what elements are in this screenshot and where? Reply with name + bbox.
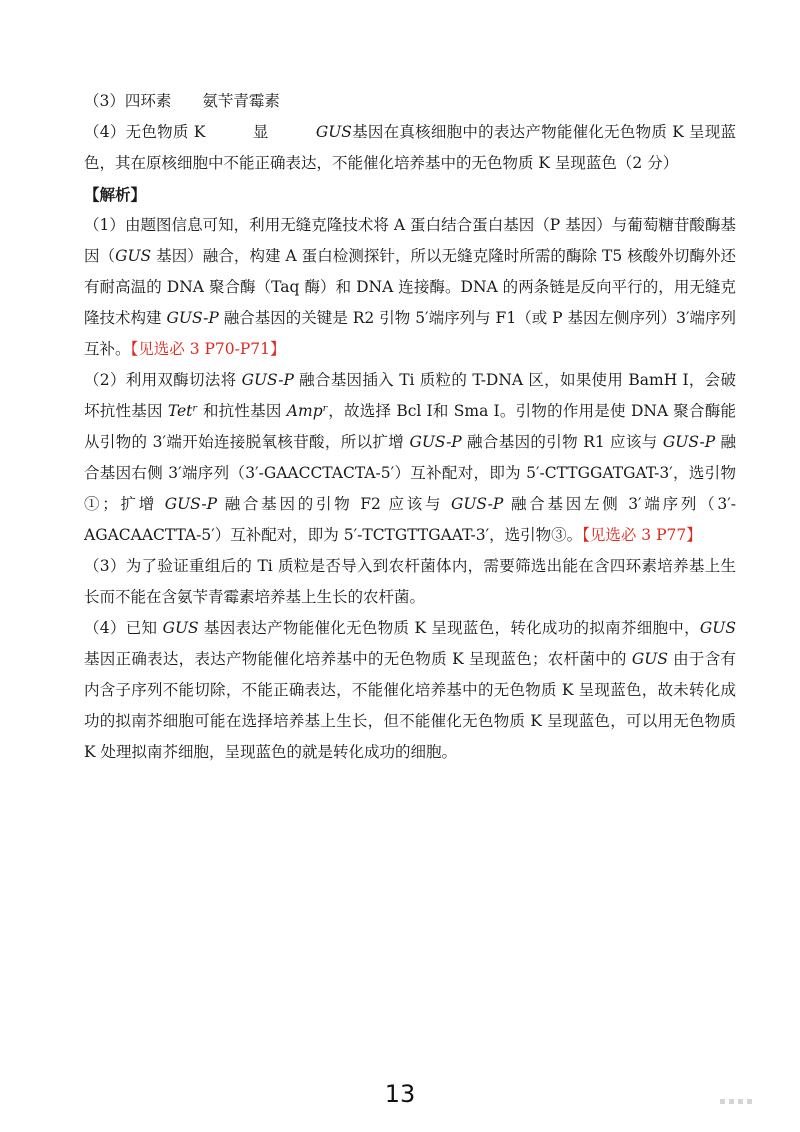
gene-gus-p: GUS-P <box>166 309 219 327</box>
gene-amp-r: Ampʳ <box>286 402 328 420</box>
text-run: 融合基因的引物 F2 应该与 <box>217 495 451 513</box>
page-number: 13 <box>384 1080 416 1108</box>
corner-watermark-icon <box>720 1096 760 1106</box>
gene-gus: GUS <box>315 123 352 141</box>
text-run: 融合基因的关键是 R2 引物 5′端序列与 F1（或 P 基因左侧序列）3′端序列互补。 <box>84 309 736 358</box>
text-run: 基因正确表达，表达产物能催化培养基中的无色物质 K 呈现蓝色；农杆菌中的 <box>84 650 632 668</box>
gene-gus-p: GUS-P <box>409 433 462 451</box>
gene-gus-p: GUS-P <box>450 495 504 513</box>
text-run: ，故选择 Bcl Ⅰ和 Sma Ⅰ。引物的作用是使 DNA 聚合酶能从引物的 3′端开始连接脱氧核苷酸，所以扩增 <box>84 402 736 451</box>
text-run: 融合基因右侧 3′端序列（3′-GAACCTACTA-5′）互补配对，即为 5′-CTTGGATGAT-3′，选引物①；扩增 <box>84 433 736 513</box>
gene-gus: GUS <box>162 619 199 637</box>
answer-4-lead: （4）无色物质 K 显 <box>84 123 316 141</box>
gene-tet-r: Tetʳ <box>167 402 198 420</box>
text-run: 融合基因的引物 R1 应该与 <box>461 433 663 451</box>
answer-3-text: （3）四环素 氨苄青霉素 <box>84 92 280 110</box>
text-run: 由于含有内含子序列不能切除，不能正确表达，不能催化培养基中的无色物质 K 呈现蓝色，故未转化成功的拟南芥细胞可能在选择培养基上生长，但不能催化无色物质 K 呈现蓝色，可以用无色物质 K 处理拟南芥细胞，呈现蓝色的就是转化成功的细胞。 <box>84 650 736 761</box>
text-run: 融合基因左侧 3′端序列（3′-AGACAACTTA-5′）互补配对，即为 5′-TCTGTTGAAT-3′，选引物③。 <box>84 495 736 544</box>
gene-gus: GUS <box>115 247 152 265</box>
gene-gus-p: GUS-P <box>164 495 218 513</box>
gene-gus: GUS <box>699 619 736 637</box>
answer-4 <box>84 117 736 179</box>
text-run: （1）由题图信息可知，利用无缝克隆技术将 A 蛋白结合蛋白基因（P 基因）与葡萄糖苷酸酶基因（ <box>84 216 736 265</box>
analysis-part-3: （3）为了验证重组后的 Ti 质粒是否导入到农杆菌体内，需要筛选出能在含四环素培养基上生长而不能在含氨苄青霉素培养基上生长的农杆菌。 <box>84 557 736 606</box>
answer-4-text: 基因在真核细胞中的表达产物能催化无色物质 K 呈现蓝色，其在原核细胞中不能正确表达，不能催化培养基中的无色物质 K 呈现蓝色（2 分） <box>84 123 737 172</box>
gene-gus-p: GUS-P <box>662 433 716 451</box>
analysis-heading: 【解析】 <box>84 185 147 204</box>
analysis-part-2 <box>84 365 736 551</box>
analysis-part-4 <box>84 613 736 768</box>
document-body <box>84 86 736 768</box>
gene-gus-p: GUS-P <box>241 371 294 389</box>
analysis-part-1 <box>84 210 736 365</box>
gene-gus: GUS <box>631 650 668 668</box>
text-run: 融合基因插入 Ti 质粒的 T-DNA 区，如果使用 BamH Ⅰ，会破坏抗性基因 <box>84 371 736 420</box>
textbook-reference: 【见选必 3 P77】 <box>582 526 702 544</box>
text-run: 基因）融合，构建 A 蛋白检测探针，所以无缝克隆时所需的酶除 T5 核酸外切酶外还有耐高温的 DNA 聚合酶（Taq 酶）和 DNA 连接酶。DNA 的两条链是反向平行的，用无缝克隆技术构建 <box>84 247 736 327</box>
text-run: （2）利用双酶切法将 <box>84 371 242 389</box>
text-run: 基因表达产物能催化无色物质 K 呈现蓝色，转化成功的拟南芥细胞中， <box>198 619 700 637</box>
text-run: （4）已知 <box>84 619 163 637</box>
answer-3 <box>84 86 736 117</box>
text-run: 和抗性基因 <box>197 402 287 420</box>
textbook-reference: 【见选必 3 P70-P71】 <box>130 340 286 358</box>
